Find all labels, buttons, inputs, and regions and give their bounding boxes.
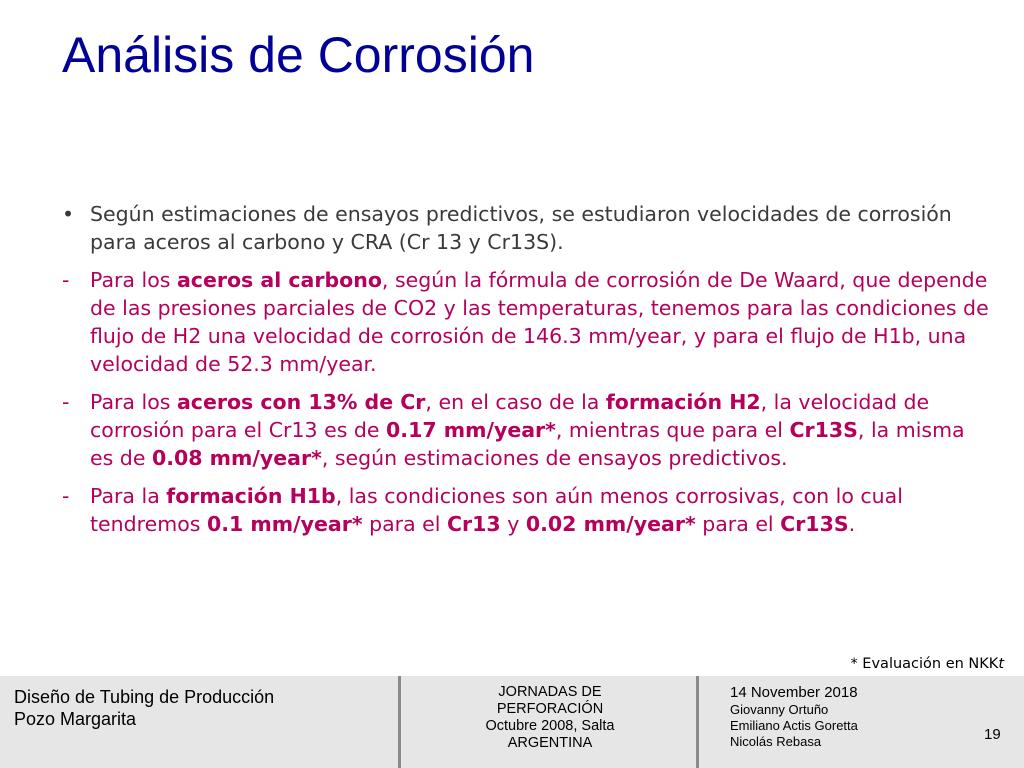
- footer-event-line: Octubre 2008, Salta: [485, 718, 615, 734]
- emphasis-text: aceros al carbono: [176, 268, 382, 292]
- text-segment: , en el caso de la: [425, 390, 606, 414]
- text-segment: Para la: [90, 484, 167, 508]
- slide-title: Análisis de Corrosión: [62, 27, 535, 83]
- footer-event-line: JORNADAS DE: [498, 684, 602, 700]
- footer-date: 14 November 2018: [730, 684, 858, 701]
- text-segment: y: [500, 512, 526, 536]
- text-segment: .: [848, 512, 856, 536]
- emphasis-text: 0.17 mm/year*: [386, 418, 556, 442]
- text-segment: , la misma es de: [90, 418, 965, 470]
- bullet-marker: •: [62, 202, 75, 226]
- footnote-text: * Evaluación en NKK: [850, 656, 999, 672]
- dash-marker: -: [62, 390, 70, 414]
- emphasis-text: 0.02 mm/year*: [525, 512, 696, 536]
- emphasis-text: Cr13S: [780, 512, 849, 536]
- text-segment: para el: [695, 512, 781, 536]
- dash-item-carbon-steel: [62, 266, 992, 378]
- emphasis-text: formación H2: [605, 390, 761, 414]
- footer-author: Giovanny Ortuño: [730, 702, 829, 717]
- emphasis-text: 0.08 mm/year*: [151, 446, 322, 470]
- dash-marker: -: [62, 268, 70, 292]
- text-segment: , según estimaciones de ensayos predictivos.: [321, 446, 788, 470]
- text-segment: Para los: [90, 390, 177, 414]
- bullet-item: [62, 200, 992, 256]
- text-segment: , mientras que para el: [555, 418, 790, 442]
- footer-divider: [398, 676, 401, 768]
- footnote-suffix: t: [998, 656, 1004, 672]
- dash-item-13cr-steel: [62, 388, 992, 472]
- footer-subtitle-line: Pozo Margarita: [14, 709, 137, 729]
- footer-divider: [696, 676, 699, 768]
- text-segment: , las condiciones son aún menos corrosivas, con lo cual tendremos: [90, 484, 903, 536]
- footer-presentation-title: [14, 686, 274, 730]
- footer-event-line: ARGENTINA: [507, 735, 593, 751]
- footer-author: Emiliano Actis Goretta: [730, 718, 858, 733]
- emphasis-text: Cr13: [447, 512, 501, 536]
- text-segment: , la velocidad de corrosión para el Cr13 es de: [90, 390, 930, 442]
- footer-authors: [730, 684, 858, 750]
- emphasis-text: 0.1 mm/year*: [206, 512, 363, 536]
- text-segment: , según la fórmula de corrosión de De Waard, que depende de las presiones parciales de CO2 y las temperaturas, tenemos para las condiciones de flujo de H2 una velocidad de corrosión de 146.3 mm/year, y para el flujo de H1b, una velocidad de 52.3 mm/year.: [90, 268, 989, 376]
- bullet-text: Según estimaciones de ensayos predictivos, se estudiaron velocidades de corrosión para aceros al carbono y CRA (Cr 13 y Cr13S).: [90, 202, 952, 254]
- text-segment: para el: [362, 512, 447, 536]
- dash-marker: -: [62, 484, 70, 508]
- footer-author: Nicolás Rebasa: [730, 734, 822, 749]
- text-segment: Para los: [90, 268, 177, 292]
- emphasis-text: aceros con 13% de Cr: [176, 390, 426, 414]
- footer-event: [402, 684, 698, 752]
- dash-item-h1b-formation: [62, 482, 992, 538]
- slide-body: [62, 200, 992, 538]
- page-number: 19: [984, 726, 1001, 743]
- emphasis-text: formación H1b: [166, 484, 336, 508]
- footer-title-line: Diseño de Tubing de Producción: [14, 687, 275, 707]
- footer-event-line: PERFORACIÓN: [496, 701, 604, 717]
- footnote: [850, 656, 1004, 672]
- emphasis-text: Cr13S: [789, 418, 858, 442]
- slide-footer: [0, 676, 1024, 768]
